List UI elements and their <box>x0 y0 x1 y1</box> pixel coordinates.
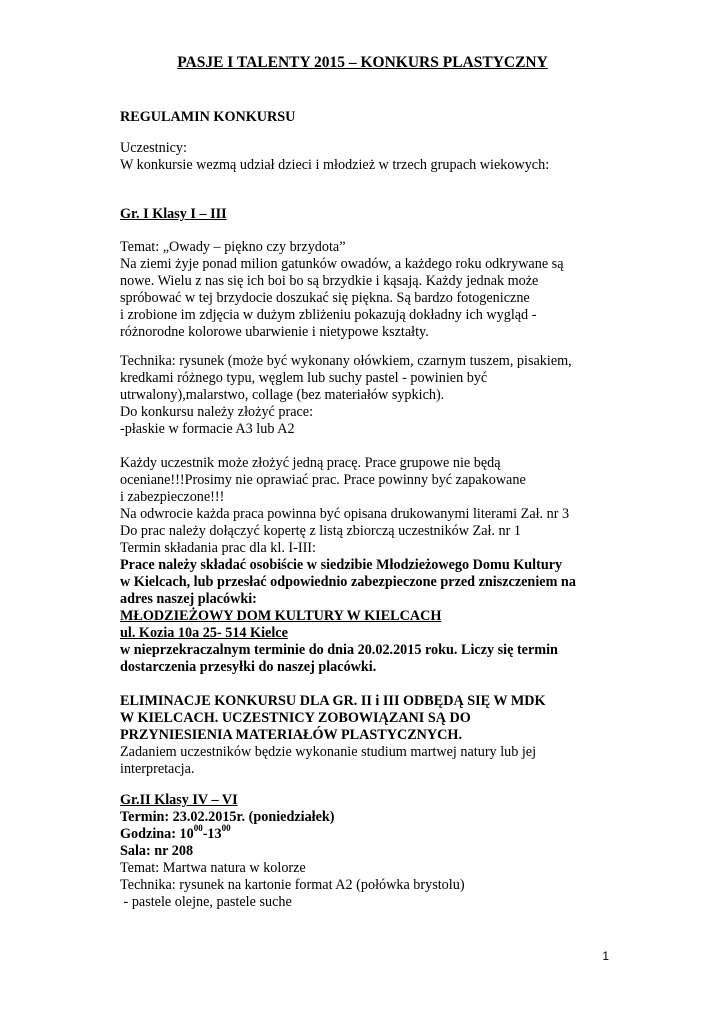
group1-technique-line: -płaskie w formacie A3 lub A2 <box>120 421 295 437</box>
group1-heading: Gr. I Klasy I – III <box>120 206 227 222</box>
group1-technique-line: Technika: rysunek (może być wykonany ołówkiem, czarnym tuszem, pisakiem, <box>120 353 572 369</box>
group1-rules-line: Każdy uczestnik może złożyć jedną pracę. Prace grupowe nie będą <box>120 455 501 471</box>
participants-text: W konkursie wezmą udział dzieci i młodzież w trzech grupach wiekowych: <box>120 157 550 173</box>
group1-description-line: Na ziemi żyje ponad milion gatunków owadów, a każdego roku odkrywane są <box>120 256 564 272</box>
group1-rules-line: Na odwrocie każda praca powinna być opisana drukowanymi literami Zał. nr 3 <box>120 506 570 522</box>
hour-start-sup: 00 <box>193 823 203 834</box>
hour-sep: -13 <box>202 826 222 842</box>
group1-rules-line: oceniane!!!Prosimy nie oprawiać prac. Prace powinny być zapakowane <box>120 472 526 488</box>
page-number: 1 <box>602 949 609 963</box>
address-street: ul. Kozia 10a 25- 514 Kielce <box>120 625 288 641</box>
deadline-line: dostarczenia przesyłki do naszej placówki. <box>120 659 377 675</box>
group2-technique-detail: - pastele olejne, pastele suche <box>120 894 292 910</box>
deadline-line: w nieprzekraczalnym terminie do dnia 20.02.2015 roku. Liczy się termin <box>120 642 558 658</box>
elimination-line: W KIELCACH. UCZESTNICY ZOBOWIĄZANI SĄ DO <box>120 710 471 726</box>
group1-rules-line: i zabezpieczone!!! <box>120 489 225 505</box>
group2-heading: Gr.II Klasy IV – VI <box>120 792 238 808</box>
group2-topic: Temat: Martwa natura w kolorze <box>120 860 306 876</box>
group2-technique: Technika: rysunek na kartonie format A2 (połówka brystolu) <box>120 877 465 893</box>
group1-technique-line: kredkami różnego typu, węglem lub suchy pastel - powinien być <box>120 370 488 386</box>
submission-line: Prace należy składać osobiście w siedzibie Młodzieżowego Domu Kultury <box>120 557 563 573</box>
group1-rules-line: Do prac należy dołączyć kopertę z listą zbiorczą uczestników Zał. nr 1 <box>120 523 522 539</box>
submission-line: adres naszej placówki: <box>120 591 257 607</box>
group1-description-line: nowe. Wielu z nas się ich boi bo są brzydkie i kąsają. Każdy jednak może <box>120 273 539 289</box>
regulation-heading: REGULAMIN KONKURSU <box>120 109 296 125</box>
hour-label: Godzina: 10 <box>120 826 194 842</box>
group2-room: Sala: nr 208 <box>120 843 194 859</box>
document-title: PASJE I TALENTY 2015 – KONKURS PLASTYCZNY <box>177 54 548 71</box>
participants-label: Uczestnicy: <box>120 140 187 156</box>
group2-hour <box>120 823 231 843</box>
address-name: MŁODZIEŻOWY DOM KULTURY W KIELCACH <box>120 608 442 624</box>
group1-topic: Temat: „Owady – piękno czy brzydota” <box>120 239 346 255</box>
elimination-line: PRZYNIESIENIA MATERIAŁÓW PLASTYCZNYCH. <box>120 727 463 743</box>
group1-description-line: różnorodne kolorowe ubarwienie i nietypowe kształty. <box>120 324 429 340</box>
group1-technique-line: utrwalony),malarstwo, collage (bez materiałów sypkich). <box>120 387 445 403</box>
group1-technique-line: Do konkursu należy złożyć prace: <box>120 404 314 420</box>
elimination-line: ELIMINACJE KONKURSU DLA GR. II i III ODBĘDĄ SIĘ W MDK <box>120 693 546 709</box>
group1-description-line: i zrobione im zdjęcia w dużym zbliżeniu pokazują dokładny ich wygląd - <box>120 307 537 323</box>
elimination-text-line: Zadaniem uczestników będzie wykonanie studium martwej natury lub jej <box>120 744 537 760</box>
group1-description-line: spróbować w tej brzydocie doszukać się piękna. Są bardzo fotogeniczne <box>120 290 530 306</box>
group1-rules-line: Termin składania prac dla kl. I-III: <box>120 540 316 556</box>
submission-line: w Kielcach, lub przesłać odpowiednio zabezpieczone przed zniszczeniem na <box>120 574 576 590</box>
group2-term: Termin: 23.02.2015r. (poniedziałek) <box>120 809 335 825</box>
elimination-text-line: interpretacja. <box>120 761 195 777</box>
hour-end-sup: 00 <box>221 823 231 834</box>
